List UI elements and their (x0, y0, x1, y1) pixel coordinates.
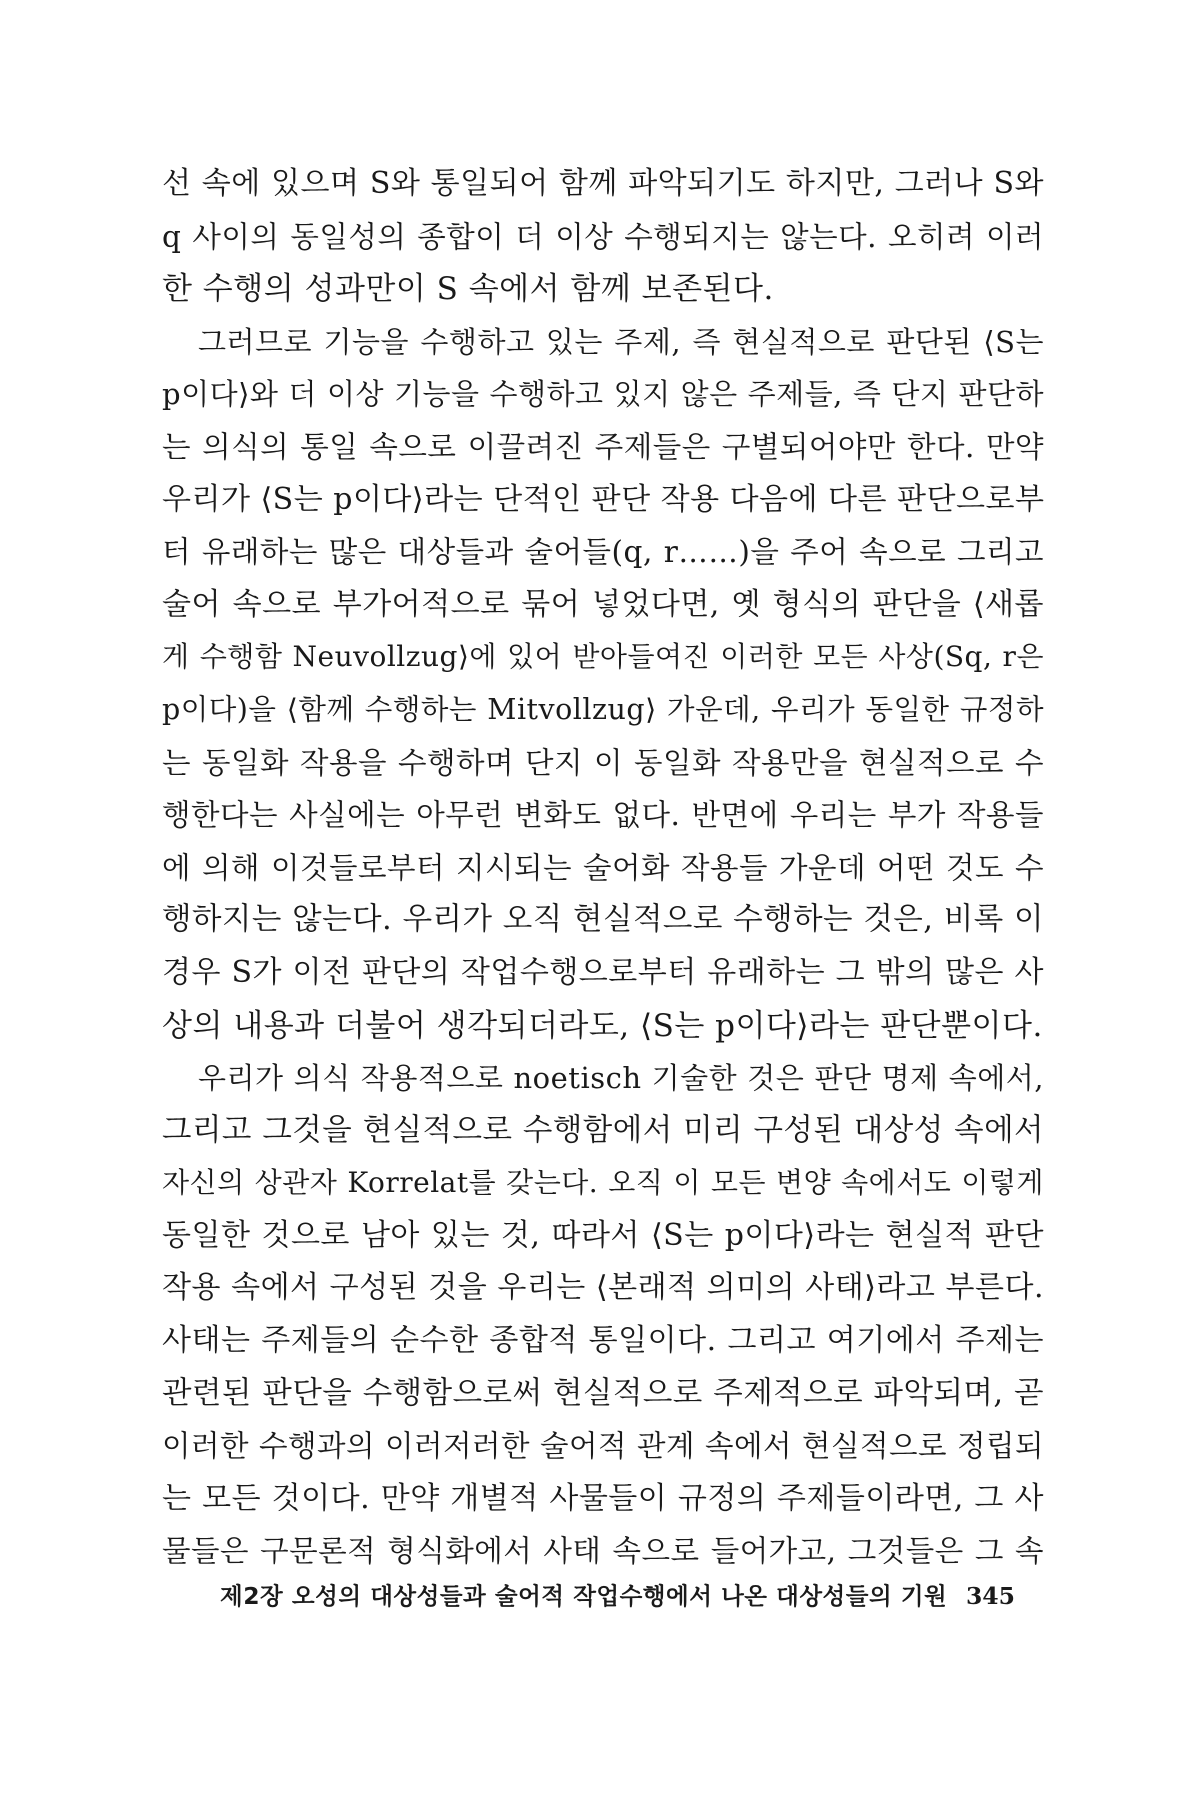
text-line: 터 유래하는 많은 대상들과 술어들(q, r……)을 주어 속으로 그리고 (162, 535, 1044, 570)
text-line: p이다)을 ⟨함께 수행하는 Mitvollzug⟩ 가운데, 우리가 동일한 규정하 (162, 692, 1044, 726)
text-line: 그러므로 기능을 수행하고 있는 주제, 즉 현실적으로 판단된 ⟨S는 (198, 324, 1044, 359)
page-footer (220, 1576, 1015, 1616)
text-line: 작용 속에서 구성된 것을 우리는 ⟨본래적 의미의 사태⟩라고 부른다. (162, 1270, 1044, 1306)
text-line: 우리가 ⟨S는 p이다⟩라는 단적인 판단 작용 다음에 다른 판단으로부 (162, 481, 1045, 517)
text-line: 자신의 상관자 Korrelat를 갖는다. 오직 이 모든 변양 속에서도 이렇게 (162, 1166, 1044, 1200)
running-head: 제2장 오성의 대상성들과 술어적 작업수행에서 나온 대상성들의 기원 (220, 1582, 948, 1610)
text-line: 게 수행함 Neuvollzug⟩에 있어 받아들여진 이러한 모든 사상(Sq, r은 (162, 640, 1044, 674)
text-line: 는 의식의 통일 속으로 이끌려진 주제들은 구별되어야만 한다. 만약 (162, 429, 1044, 464)
text-line: 우리가 의식 작용적으로 noetisch 기술한 것은 판단 명제 속에서, (198, 1061, 1044, 1096)
text-line: q 사이의 동일성의 종합이 더 이상 수행되지는 않는다. 오히려 이러 (162, 219, 1044, 254)
text-line: 는 모든 것이다. 만약 개별적 사물들이 규정의 주제들이라면, 그 사 (162, 1480, 1044, 1516)
text-line: 한 수행의 성과만이 S 속에서 함께 보존된다. (162, 271, 774, 308)
text-line: 경우 S가 이전 판단의 작업수행으로부터 유래하는 그 밖의 많은 사 (162, 954, 1044, 990)
text-line: 사태는 주제들의 순수한 종합적 통일이다. 그리고 여기에서 주제는 (162, 1323, 1044, 1359)
text-line: 에 의해 이것들로부터 지시되는 술어화 작용들 가운데 어떤 것도 수 (162, 850, 1044, 885)
text-line: 이러한 수행과의 이러저러한 술어적 관계 속에서 현실적으로 정립되 (162, 1429, 1044, 1464)
text-line: 술어 속으로 부가어적으로 묶어 넣었다면, 옛 형식의 판단을 ⟨새롭 (162, 586, 1044, 622)
text-line: 동일한 것으로 남아 있는 것, 따라서 ⟨S는 p이다⟩라는 현실적 판단 (162, 1217, 1044, 1253)
text-line: 선 속에 있으며 S와 통일되어 함께 파악되기도 하지만, 그러나 S와 (162, 166, 1044, 201)
text-line: p이다⟩와 더 이상 기능을 수행하고 있지 않은 주제들, 즉 단지 판단하 (162, 377, 1044, 412)
page-number: 345 (965, 1582, 1015, 1610)
text-line: 상의 내용과 더불어 생각되더라도, ⟨S는 p이다⟩라는 판단뿐이다. (162, 1007, 1043, 1044)
text-line: 그리고 그것을 현실적으로 수행함에서 미리 구성된 대상성 속에서 (162, 1112, 1044, 1148)
text-line: 는 동일화 작용을 수행하며 단지 이 동일화 작용만을 현실적으로 수 (162, 745, 1044, 780)
text-line: 관련된 판단을 수행함으로써 현실적으로 주제적으로 파악되며, 곧 (162, 1375, 1044, 1411)
body-text (162, 158, 1044, 1578)
text-line: 물들은 구문론적 형식화에서 사태 속으로 들어가고, 그것들은 그 속 (162, 1534, 1044, 1569)
text-line: 행한다는 사실에는 아무런 변화도 없다. 반면에 우리는 부가 작용들 (162, 798, 1044, 833)
text-line: 행하지는 않는다. 우리가 오직 현실적으로 수행하는 것은, 비록 이 (162, 902, 1044, 938)
